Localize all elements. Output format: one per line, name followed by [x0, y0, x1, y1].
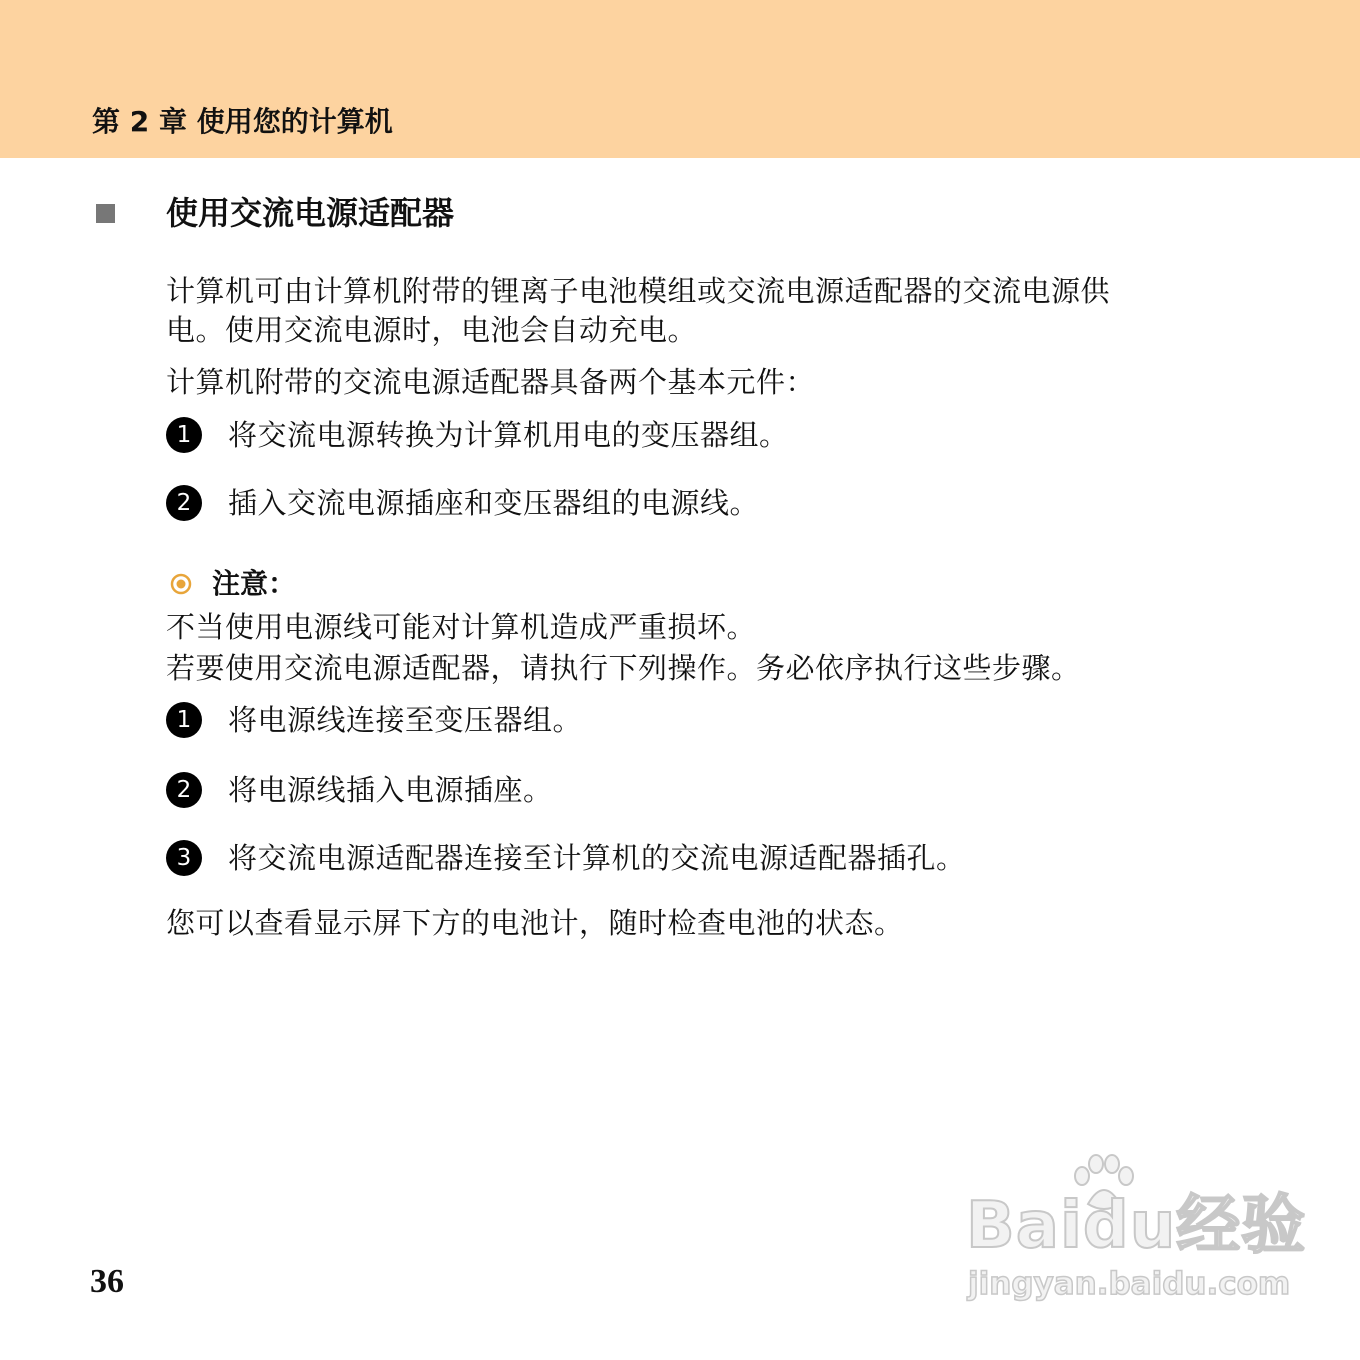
note-heading: [170, 564, 296, 604]
components-lead: 计算机附带的交流电源适配器具备两个基本元件：: [166, 365, 816, 399]
step-number-badge: 2: [166, 772, 202, 808]
component-text: 插入交流电源插座和变压器组的电源线。: [228, 486, 760, 520]
intro-line-1: 计算机可由计算机附带的锂离子电池模组或交流电源适配器的交流电源供: [166, 274, 1111, 308]
section-title: 使用交流电源适配器: [166, 194, 455, 232]
procedure-step: [166, 700, 582, 740]
section-bullet-icon: [96, 204, 115, 223]
chapter-title: 第 2 章 使用您的计算机: [92, 105, 393, 138]
intro-line-2: 电。使用交流电源时，电池会自动充电。: [166, 313, 698, 347]
note-label: 注意：: [212, 567, 297, 600]
procedure-step: [166, 838, 966, 878]
baidu-watermark: [960, 1150, 1307, 1320]
target-circle-icon: [170, 573, 192, 595]
step-number-badge: 1: [166, 417, 202, 453]
step-number-badge: 3: [166, 840, 202, 876]
component-item: [166, 415, 789, 455]
step-text: 将电源线连接至变压器组。: [228, 703, 583, 737]
page-number: 36: [90, 1263, 124, 1300]
step-text: 将交流电源适配器连接至计算机的交流电源适配器插孔。: [228, 841, 966, 875]
step-number-badge: 1: [166, 702, 202, 738]
step-text: 将电源线插入电源插座。: [228, 773, 553, 807]
step-number-badge: 2: [166, 485, 202, 521]
watermark-url: jingyan.baidu.com: [968, 1266, 1291, 1302]
watermark-brand: Baidu经验: [966, 1189, 1307, 1263]
component-item: [166, 483, 759, 523]
note-text: 不当使用电源线可能对计算机造成严重损坏。: [166, 610, 757, 644]
procedure-step: [166, 770, 553, 810]
procedure-lead: 若要使用交流电源适配器，请执行下列操作。务必依序执行这些步骤。: [166, 651, 1081, 685]
closing-text: 您可以查看显示屏下方的电池计，随时检查电池的状态。: [166, 906, 904, 940]
component-text: 将交流电源转换为计算机用电的变压器组。: [228, 418, 789, 452]
